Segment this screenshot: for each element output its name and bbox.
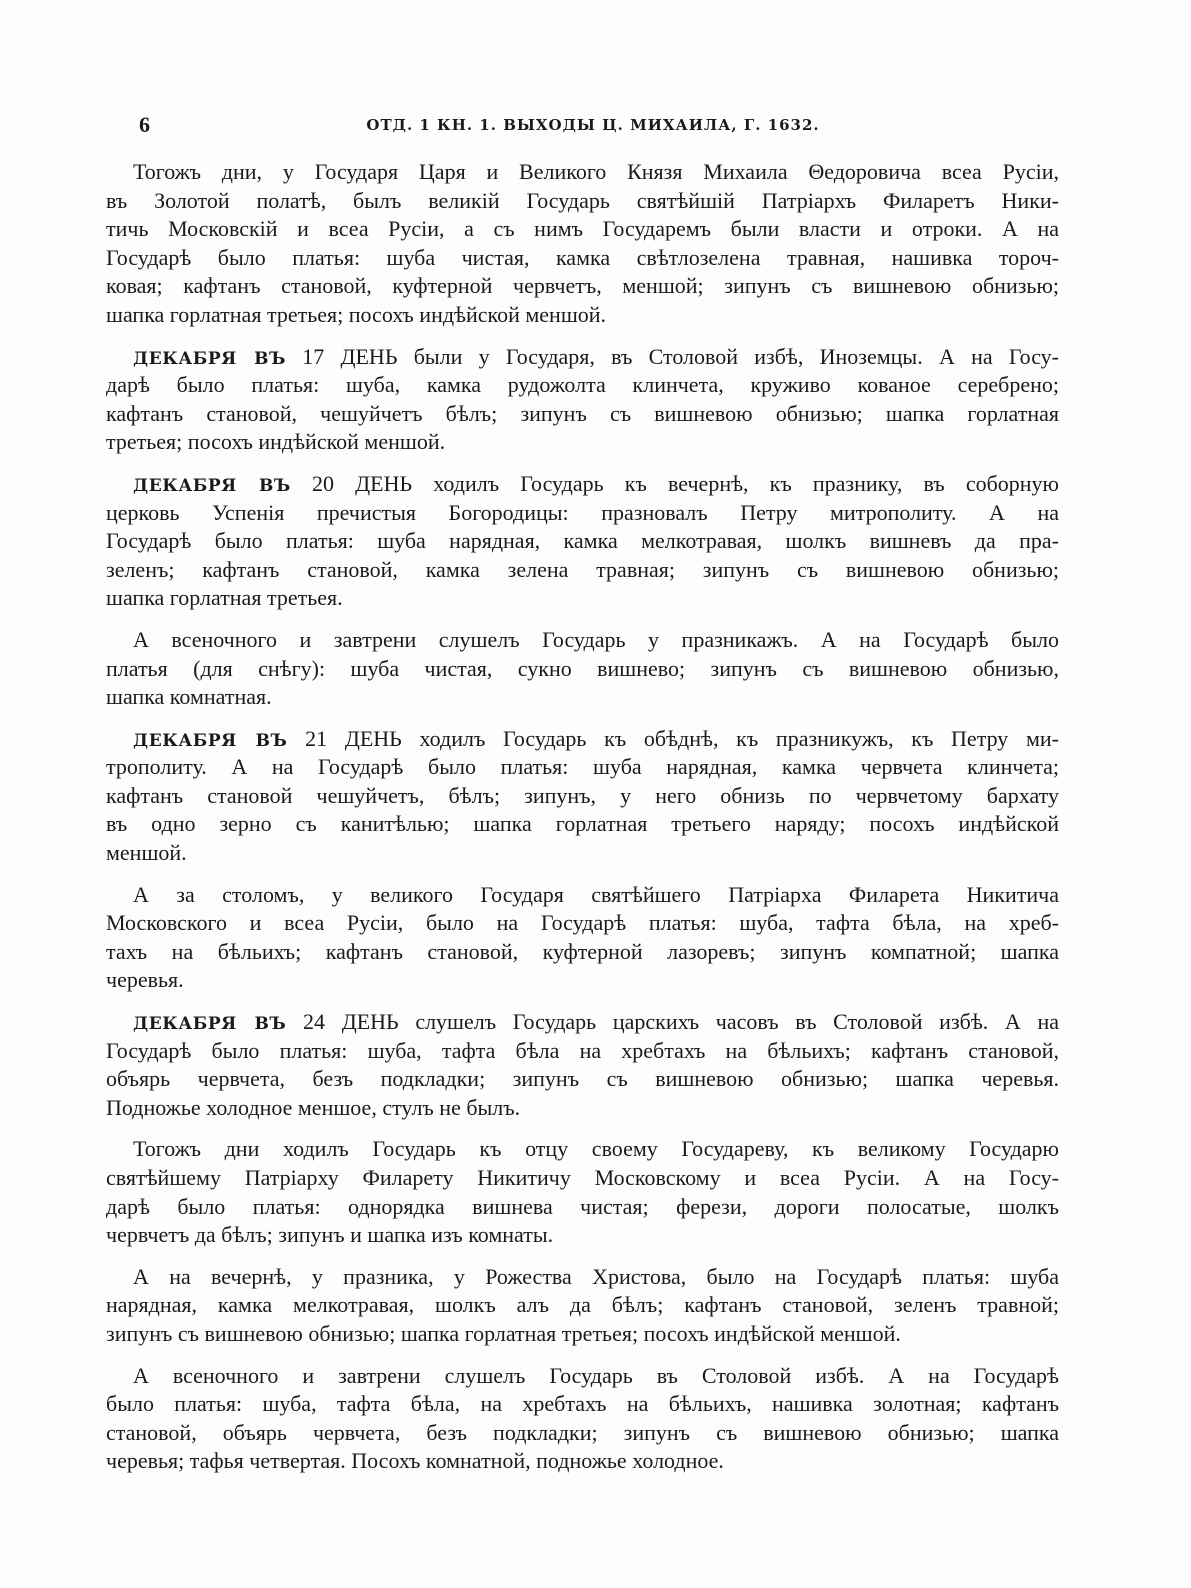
text-line: ковая; кафтанъ становой, куфтерной червчетъ, меншой; зипунъ съ вишневою обнизью; <box>106 273 1059 299</box>
text-line: объярь червчета, безъ подкладки; зипунъ съ вишневою обнизью; шапка черевья. <box>106 1066 1059 1092</box>
text-line: А за столомъ, у великого Государя святѣйшего Патріарха Филарета Никитича <box>133 881 1059 907</box>
text-line: Подножье холодное меншое, стулъ не былъ. <box>106 1094 521 1120</box>
text-line: Тогожъ дни, у Государя Царя и Великого Князя Михаила Θедоровича всеа Русіи, <box>133 159 1059 184</box>
text-line: меншой. <box>106 840 187 866</box>
date-lead: ДЕКАБРЯ ВЪ <box>133 475 291 496</box>
text-line: Московского и всеа Русіи, было на Государѣ платья: шуба, тафта бѣла, на хреб- <box>106 910 1059 936</box>
text-line: тичь Московскій и всеа Русіи, а съ нимъ Государемъ были власти и отроки. А на <box>106 216 1059 242</box>
text-line <box>106 343 1059 372</box>
text-line: червчетъ да бѣлъ; зипунъ и шапка изъ комнаты. <box>106 1222 554 1248</box>
paragraph <box>106 1008 1059 1122</box>
text-line: было платья: шуба, тафта бѣла, на хребтахъ на бѣльихъ, нашивка золотная; кафтанъ <box>106 1391 1059 1417</box>
text-line <box>106 725 1059 754</box>
text-run: 24 ДЕНЬ слушелъ Государь царскихъ часовъ въ Столовой избѣ. А на <box>303 1009 1059 1035</box>
text-line: Государѣ было платья: шуба нарядная, камка мелкотравая, шолкъ вишневъ да пра- <box>106 528 1059 554</box>
text-line: А всеночного и завтрени слушелъ Государь въ Столовой избѣ. А на Государѣ <box>133 1362 1059 1388</box>
paragraph <box>106 158 1059 330</box>
text-line: церковь Успенія пречистыя Богородицы: празновалъ Петру митрополиту. А на <box>106 499 1059 525</box>
text-line: зеленъ; кафтанъ становой, камка зелена травная; зипунъ съ вишневою обнизью; <box>106 556 1059 582</box>
running-title: ОТД. 1 КН. 1. ВЫХОДЫ Ц. МИХАИЛА, Г. 1632. <box>366 116 820 134</box>
page-number: 6 <box>139 112 150 137</box>
text-line: въ Золотой полатѣ, былъ великій Государь святѣйшій Патріархъ Филаретъ Ники- <box>106 187 1059 213</box>
text-line: тахъ на бѣльихъ; кафтанъ становой, куфтерной лазоревъ; зипунъ компатной; шапка <box>106 938 1059 964</box>
text-line: въ одно зерно съ канитѣлью; шапка горлатная третьего наряду; посохъ индѣйской <box>106 811 1059 837</box>
text-line: Государѣ было платья: шуба, тафта бѣла на хребтахъ на бѣльихъ; кафтанъ становой, <box>106 1037 1059 1063</box>
text-line: дарѣ было платья: шуба, камка рудожолта клинчета, круживо кованое серебрено; <box>106 372 1059 398</box>
text-line: шапка горлатная третьея. <box>106 585 343 611</box>
text-line: дарѣ было платья: однорядка вишнева чистая; ферези, дороги полосатые, шолкъ <box>106 1193 1059 1219</box>
paragraph <box>106 1362 1059 1476</box>
text-line: зипунъ съ вишневою обнизью; шапка горлатная третьея; посохъ индѣйской меншой. <box>106 1320 901 1346</box>
paragraph <box>106 1135 1059 1249</box>
date-lead: ДЕКАБРЯ ВЪ <box>133 348 286 369</box>
text-line: А всеночного и завтрени слушелъ Государь у празникажъ. А на Государѣ было <box>133 626 1059 652</box>
text-line: святѣйшему Патріарху Филарету Никитичу Московскому и всеа Русіи. А на Госу- <box>106 1165 1059 1190</box>
text-line: кафтанъ становой, чешуйчетъ бѣлъ; зипунъ съ вишневою обнизью; шапка горлатная <box>106 400 1059 426</box>
paragraph <box>106 470 1059 613</box>
paragraph <box>106 343 1059 457</box>
text-line: кафтанъ становой чешуйчетъ, бѣлъ; зипунъ, у него обнизь по червчетому бархату <box>106 782 1059 808</box>
text-line <box>106 1008 1059 1037</box>
text-line: третьея; посохъ индѣйской меншой. <box>106 429 446 455</box>
body-text <box>106 158 1059 1489</box>
text-line: Государѣ было платья: шуба чистая, камка свѣтлозелена травная, нашивка тороч- <box>106 244 1059 270</box>
running-head <box>133 112 1058 142</box>
text-run: 20 ДЕНЬ ходилъ Государь къ вечернѣ, къ празнику, въ соборную <box>312 470 1059 496</box>
text-line: шапка комнатная. <box>106 684 272 710</box>
text-line <box>106 470 1059 499</box>
text-line: шапка горлатная третьея; посохъ индѣйской меншой. <box>106 301 607 327</box>
text-line: черевья; тафья четвертая. Посохъ комнатной, подножье холодное. <box>106 1448 724 1474</box>
text-line: платья (для снѣгу): шуба чистая, сукно вишнево; зипунъ съ вишневою обнизью, <box>106 655 1059 681</box>
text-line: нарядная, камка мелкотравая, шолкъ алъ да бѣлъ; кафтанъ становой, зеленъ травной; <box>106 1292 1059 1318</box>
text-line: трополиту. А на Государѣ было платья: шуба нарядная, камка червчета клинчета; <box>106 754 1059 780</box>
text-line: Тогожъ дни ходилъ Государь къ отцу своему Государеву, къ великому Государю <box>133 1136 1059 1162</box>
paragraph <box>106 1263 1059 1349</box>
text-line: черевья. <box>106 967 184 993</box>
text-line: становой, объярь червчета, безъ подкладки; зипунъ съ вишневою обнизью; шапка <box>106 1419 1059 1445</box>
date-lead: ДЕКАБРЯ ВЪ <box>133 730 288 751</box>
paragraph <box>106 725 1059 868</box>
text-run: 21 ДЕНЬ ходилъ Государь къ обѣднѣ, къ празникужъ, къ Петру ми- <box>305 725 1059 751</box>
date-lead: ДЕКАБРЯ ВЪ <box>133 1014 287 1035</box>
paragraph <box>106 881 1059 995</box>
text-line: А на вечернѣ, у празника, у Рожества Христова, было на Государѣ платья: шуба <box>133 1263 1059 1289</box>
text-run: 17 ДЕНЬ были у Государя, въ Столовой избѣ, Иноземцы. А на Госу- <box>302 343 1059 369</box>
paragraph <box>106 626 1059 712</box>
